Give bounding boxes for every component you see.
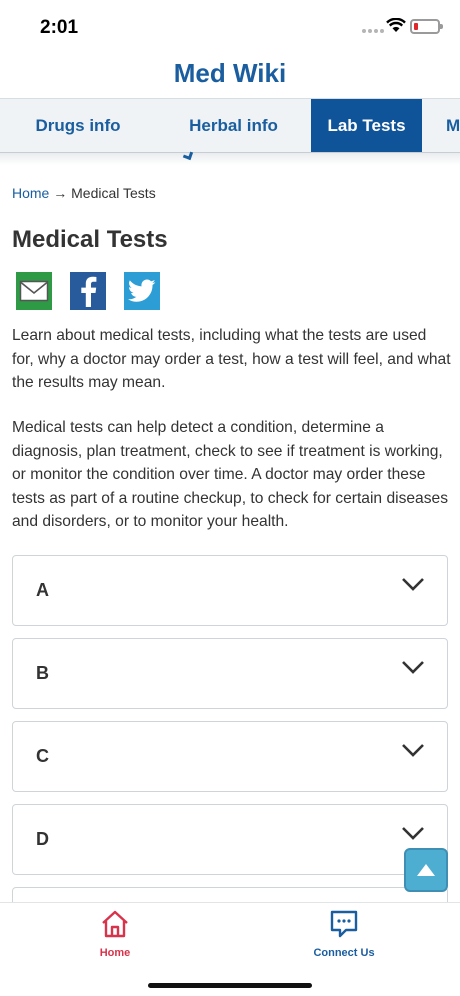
breadcrumb-separator: → <box>53 185 68 201</box>
accordion-label: C <box>36 746 49 766</box>
home-indicator <box>148 983 312 988</box>
email-share-button[interactable] <box>16 272 52 310</box>
page-title: Medical Tests <box>12 226 168 253</box>
chevron-down-icon <box>401 825 425 841</box>
nav-connect-label: Connect Us <box>313 947 375 959</box>
arrow-up-icon <box>416 863 436 877</box>
tab-herbal-info[interactable]: Herbal info <box>189 116 278 135</box>
wifi-icon <box>386 18 406 33</box>
bottom-nav <box>0 902 460 996</box>
nav-connect-us[interactable] <box>284 909 404 959</box>
breadcrumb <box>12 185 156 201</box>
tab-more[interactable]: M <box>446 116 460 135</box>
breadcrumb-current: Medical Tests <box>71 185 156 201</box>
accordion-item-d[interactable] <box>12 804 448 875</box>
accordion-item-a[interactable] <box>12 555 448 626</box>
scroll-to-top-button[interactable] <box>404 848 448 892</box>
status-time: 2:01 <box>40 17 79 38</box>
share-row <box>16 272 160 310</box>
intro-paragraph: Learn about medical tests, including what the tests are used for, why a doctor may order a test, how a test will feel, and what the results may mean. <box>12 327 451 391</box>
email-icon <box>19 280 49 302</box>
app-header <box>0 50 460 98</box>
detail-paragraph: Medical tests can help detect a condition, determine a diagnosis, plan treatment, check to see if treatment is working, or monitor the condition over time. A doctor may order these tests as part of a routine checkup, to check for certain diseases and disorders, or to monitor your health. <box>12 419 448 530</box>
breadcrumb-home-link[interactable]: Home <box>12 185 50 201</box>
accordion-item-c[interactable] <box>12 721 448 792</box>
chat-icon <box>329 909 359 939</box>
app-title: Med Wiki <box>173 58 287 88</box>
facebook-share-button[interactable] <box>70 272 106 310</box>
chevron-down-icon <box>401 659 425 675</box>
accordion-label: A <box>36 580 49 600</box>
chevron-down-icon <box>401 742 425 758</box>
facebook-icon <box>76 275 100 307</box>
nav-home-label: Home <box>99 947 131 959</box>
tabs-shadow <box>0 153 460 165</box>
twitter-share-button[interactable] <box>124 272 160 310</box>
home-icon <box>100 909 130 939</box>
nav-home[interactable] <box>55 909 175 959</box>
tab-drugs-info[interactable]: Drugs info <box>35 116 121 135</box>
accordion-label: D <box>36 829 49 849</box>
signal-icon <box>362 29 384 33</box>
chevron-down-icon <box>401 576 425 592</box>
tab-bar <box>0 98 460 153</box>
battery-icon <box>410 19 440 34</box>
tab-lab-tests[interactable]: Lab Tests <box>311 99 422 153</box>
accordion-label: B <box>36 663 49 683</box>
twitter-icon <box>128 279 156 303</box>
accordion-item-b[interactable] <box>12 638 448 709</box>
status-bar <box>0 0 460 50</box>
